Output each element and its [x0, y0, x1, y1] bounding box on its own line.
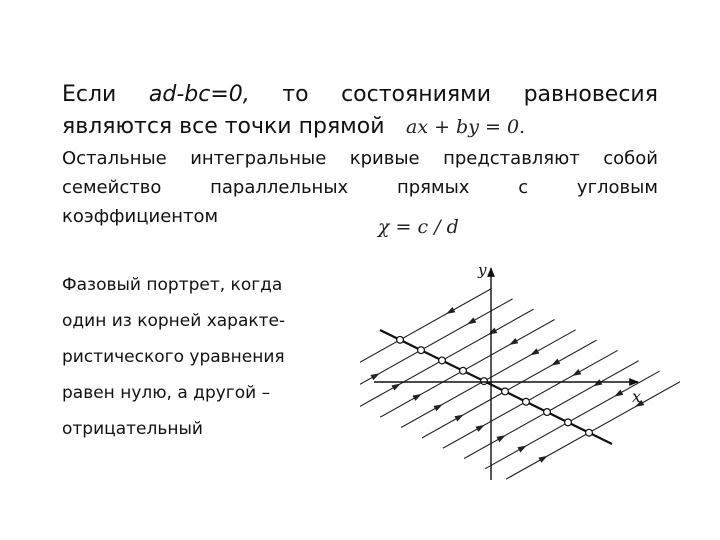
trajectory-arrow — [475, 425, 484, 432]
equilibrium-point — [481, 378, 488, 385]
caption-line: равен нулю, а другой – — [62, 383, 271, 403]
trajectory-line — [464, 361, 642, 459]
trajectory-arrow — [551, 359, 560, 366]
trajectory-arrow — [488, 328, 497, 335]
equilibrium-point — [418, 347, 425, 354]
word: семейство — [62, 177, 162, 198]
equilibrium-point — [460, 367, 467, 374]
trajectory-arrow — [572, 369, 581, 376]
word: с — [518, 177, 529, 198]
paragraph2-line1 — [62, 148, 658, 169]
phase-portrait-figure — [360, 258, 680, 488]
caption-line: ристического уравнения — [62, 347, 285, 367]
paragraph2-line3: коэффициентом — [62, 206, 219, 227]
trajectory-arrow — [433, 404, 442, 411]
equilibrium-point — [565, 419, 572, 426]
caption-line: отрицательный — [62, 419, 203, 439]
word: собой — [603, 148, 658, 169]
condition-expression: ad-bc=0, — [148, 82, 250, 107]
paragraph1-line1 — [62, 82, 658, 107]
word: параллельных — [210, 177, 349, 198]
word: Если — [62, 82, 117, 107]
word: представляют — [443, 148, 580, 169]
trajectory-arrow — [593, 379, 602, 386]
equilibrium-point — [586, 429, 593, 436]
equilibrium-point — [397, 336, 404, 343]
trajectory-arrow — [446, 307, 455, 314]
equilibrium-line — [380, 330, 612, 444]
trajectory-arrow — [391, 384, 400, 391]
trajectory-arrow — [538, 456, 547, 463]
equilibrium-line-formula: ax + by = 0. — [406, 116, 526, 138]
equilibrium-line-group — [380, 330, 612, 444]
word: прямых — [396, 177, 470, 198]
equilibrium-point — [544, 409, 551, 416]
word: Остальные — [62, 148, 167, 169]
trajectory-arrow — [370, 373, 379, 380]
y-axis-label: y — [478, 261, 487, 279]
trajectory-lines — [360, 289, 680, 480]
trajectory-arrow — [467, 317, 476, 324]
equilibrium-point — [502, 388, 509, 395]
x-axis-label: x — [632, 387, 642, 406]
trajectory-arrow — [509, 338, 518, 345]
word: состояниями — [341, 82, 492, 107]
equilibrium-point — [523, 398, 530, 405]
word: угловым — [576, 177, 658, 198]
word: равновесия — [523, 82, 658, 107]
trajectory-line — [360, 289, 492, 387]
caption-line: один из корней характе- — [62, 311, 286, 331]
paragraph1-line2: являются все точки прямой — [62, 114, 385, 139]
caption-line: Фазовый портрет, когда — [62, 275, 283, 295]
equilibrium-point — [439, 357, 446, 364]
trajectory-arrow — [412, 394, 421, 401]
trajectory-line — [485, 371, 660, 469]
trajectory-arrow — [517, 445, 526, 452]
trajectory-line — [506, 381, 680, 479]
trajectory-arrow — [614, 390, 623, 397]
trajectory-arrow — [454, 415, 463, 422]
word: кривые — [349, 148, 420, 169]
slope-formula: χ = c / d — [378, 216, 459, 238]
paragraph2-line2 — [62, 177, 658, 198]
trajectory-arrow — [530, 348, 539, 355]
word: интегральные — [190, 148, 327, 169]
trajectory-arrow — [496, 435, 505, 442]
word: то — [282, 82, 309, 107]
